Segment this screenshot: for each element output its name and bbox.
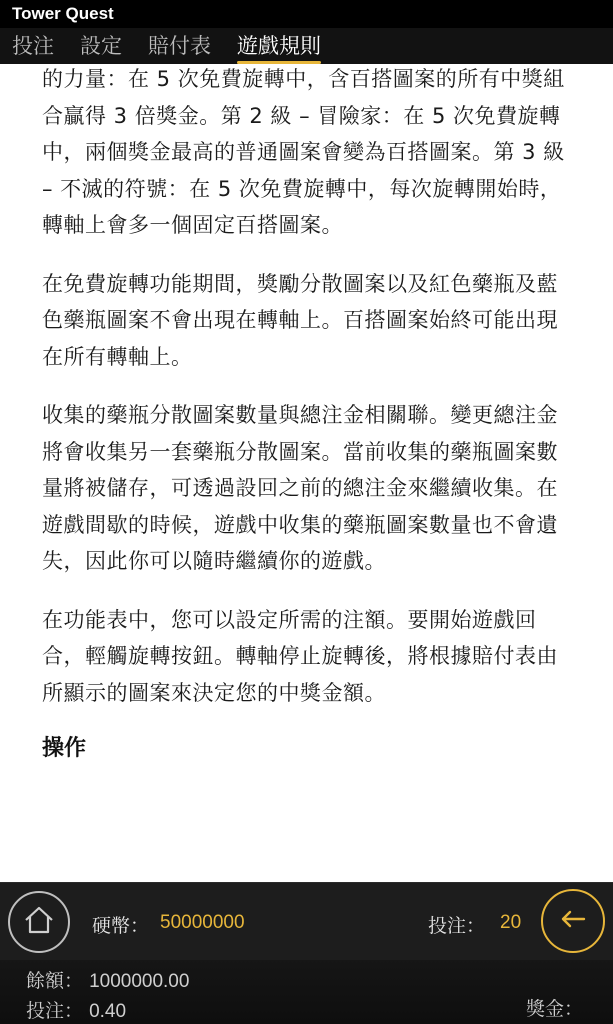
- coins-value: 50000000: [160, 912, 245, 933]
- balance-label: 餘額：: [26, 970, 84, 992]
- bet-label: 投注：: [428, 915, 486, 937]
- rules-paragraph: 在功能表中，您可以設定所需的注額。要開始遊戲回合，輕觸旋轉按鈕。轉軸停止旋轉後，將根據賠付表由所顯示的圖案來決定您的中獎金額。: [42, 607, 558, 705]
- rules-content[interactable]: [0, 64, 613, 882]
- section-heading: 操作: [42, 736, 87, 761]
- bet-value: 20: [500, 912, 522, 933]
- tab-game-rules[interactable]: 遊戲規則: [237, 31, 321, 61]
- rules-paragraph: 在免費旋轉功能期間，獎勵分散圖案以及紅色藥瓶及藍色藥瓶圖案不會出現在轉軸上。百搭圖案始終可能出現在所有轉軸上。: [42, 271, 558, 369]
- home-icon: [22, 903, 56, 941]
- win-label: 獎金：: [526, 998, 584, 1020]
- back-arrow-icon: [557, 903, 589, 939]
- tab-bet[interactable]: 投注: [12, 34, 54, 58]
- tab-paytable[interactable]: 賠付表: [148, 34, 211, 58]
- balance-value: 1000000.00: [89, 971, 190, 992]
- back-button[interactable]: [541, 889, 605, 953]
- total-bet-row: [26, 996, 126, 1023]
- coins-label: 硬幣：: [92, 915, 150, 937]
- total-bet-label: 投注：: [26, 1000, 84, 1022]
- rules-paragraph: 的力量：在 5 次免費旋轉中，含百搭圖案的所有中獎組合贏得 3 倍獎金。第 2 級 – 冒險家：在 5 次免費旋轉中，兩個獎金最高的普通圖案會變為百搭圖案。第 3 級 – 不滅的符號：在 5 次免費旋轉中，每次旋轉開始時，轉軸上會多一個固定百搭圖案。: [42, 67, 565, 237]
- app-title: Tower Quest: [0, 0, 613, 28]
- balance-row: [26, 966, 189, 993]
- tab-settings[interactable]: 設定: [80, 34, 122, 58]
- footer-control-bar: [0, 882, 613, 960]
- total-bet-value: 0.40: [89, 1001, 127, 1022]
- game-footer: [0, 882, 613, 1024]
- rules-paragraph: 收集的藥瓶分散圖案數量與總注金相關聯。變更總注金將會收集另一套藥瓶分散圖案。當前收集的藥瓶圖案數量將被儲存，可透過設回之前的總注金來繼續收集。在遊戲間歇的時候，遊戲中收集的藥瓶圖案數量也不會遺失，因此你可以隨時繼續你的遊戲。: [42, 403, 558, 573]
- tab-bar: [0, 28, 613, 64]
- home-button[interactable]: [8, 891, 70, 953]
